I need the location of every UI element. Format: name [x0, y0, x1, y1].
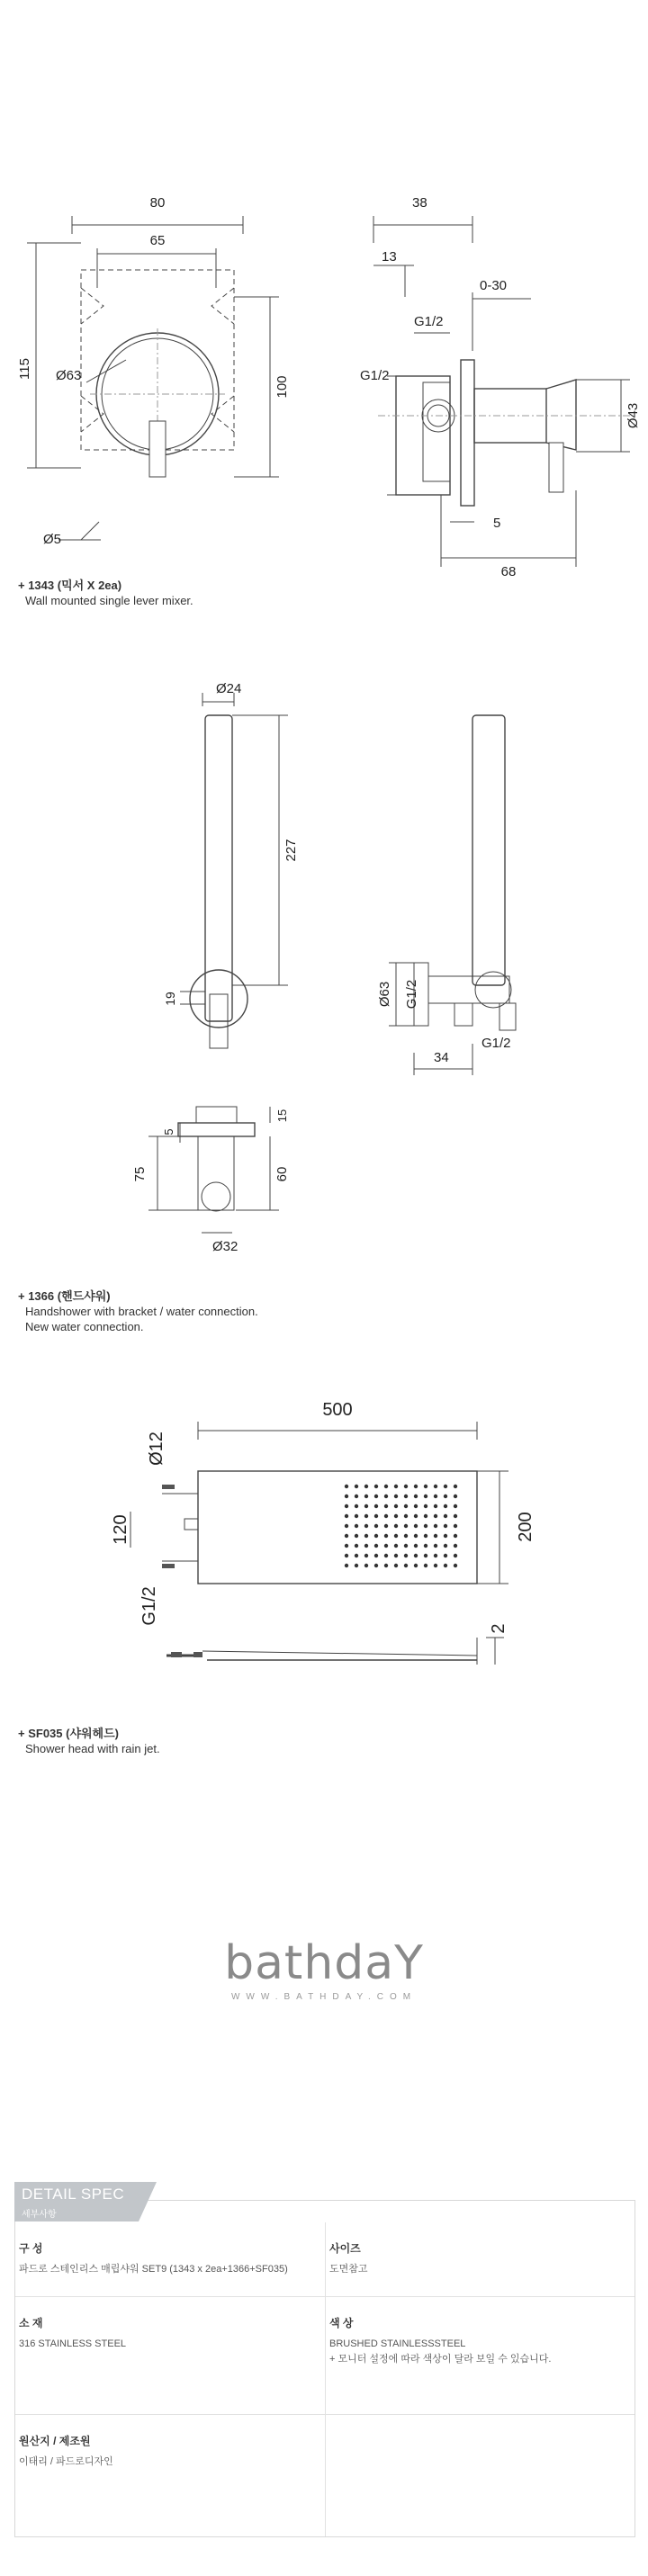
nozzle-dot	[345, 1544, 348, 1548]
nozzle-dot	[404, 1485, 408, 1488]
nozzle-dot	[355, 1494, 358, 1498]
nozzle-dot	[414, 1524, 418, 1528]
nozzle-dot	[374, 1504, 378, 1508]
spec-cell-color	[326, 2297, 635, 2414]
nozzle-dot	[434, 1494, 437, 1498]
rain-jet-nozzles	[345, 1485, 457, 1567]
nozzle-dot	[345, 1504, 348, 1508]
spec-cell-composition	[15, 2222, 325, 2296]
nozzle-dot	[355, 1544, 358, 1548]
nozzle-dot	[345, 1494, 348, 1498]
dim-0-30: 0-30	[480, 278, 508, 293]
nozzle-dot	[434, 1504, 437, 1508]
nozzle-dot	[404, 1564, 408, 1567]
dim-120: 120	[111, 1514, 130, 1545]
showerhead-description: Shower head with rain jet.	[25, 1742, 160, 1755]
dim-65: 65	[149, 233, 166, 248]
dim-g12-top: G1/2	[414, 314, 444, 329]
dim-diameter-63: Ø63	[56, 368, 82, 383]
nozzle-dot	[384, 1494, 388, 1498]
nozzle-dot	[434, 1514, 437, 1518]
nozzle-dot	[394, 1554, 398, 1557]
dim-227: 227	[284, 839, 299, 862]
nozzle-dot	[374, 1524, 378, 1528]
nozzle-dot	[414, 1544, 418, 1548]
nozzle-dot	[364, 1544, 368, 1548]
nozzle-dot	[394, 1564, 398, 1567]
spec-label: 원산지 / 제조원	[19, 2435, 91, 2447]
nozzle-dot	[434, 1524, 437, 1528]
dim-60: 60	[274, 1166, 290, 1182]
nozzle-dot	[414, 1514, 418, 1518]
spec-row-1	[15, 2222, 634, 2297]
nozzle-dot	[444, 1554, 447, 1557]
nozzle-dot	[444, 1485, 447, 1488]
dim-15: 15	[275, 1108, 289, 1123]
dim-g12: G1/2	[140, 1586, 159, 1626]
nozzle-dot	[434, 1554, 437, 1557]
nozzle-dot	[404, 1524, 408, 1528]
nozzle-dot	[355, 1554, 358, 1557]
nozzle-dot	[414, 1564, 418, 1567]
handshower-code: + 1366 (핸드샤워)	[18, 1289, 111, 1303]
nozzle-dot	[424, 1534, 428, 1538]
logo-wordmark: bathdaY	[224, 1936, 424, 1990]
nozzle-dot	[364, 1504, 368, 1508]
dim-diameter-32: Ø32	[212, 1239, 238, 1254]
nozzle-dot	[424, 1504, 428, 1508]
nozzle-dot	[374, 1485, 378, 1488]
spec-label: 구 성	[19, 2242, 43, 2255]
nozzle-dot	[444, 1494, 447, 1498]
nozzle-dot	[444, 1544, 447, 1548]
nozzle-dot	[394, 1504, 398, 1508]
dim-diameter-43: Ø43	[626, 402, 641, 429]
nozzle-dot	[454, 1514, 457, 1518]
spec-note: + 모니터 설정에 따라 색상이 달라 보일 수 있습니다.	[329, 2354, 552, 2365]
spec-label: 사이즈	[329, 2242, 361, 2255]
nozzle-dot	[364, 1534, 368, 1538]
nozzle-dot	[454, 1524, 457, 1528]
spec-title: DETAIL SPEC	[22, 2186, 125, 2203]
logo-url: WWW.BATHDAY.COM	[230, 1992, 418, 2002]
nozzle-dot	[454, 1554, 457, 1557]
nozzle-dot	[364, 1564, 368, 1567]
nozzle-dot	[384, 1504, 388, 1508]
dim-thickness-2: 2	[489, 1623, 508, 1634]
nozzle-dot	[394, 1534, 398, 1538]
nozzle-dot	[345, 1514, 348, 1518]
handshower-description-2: New water connection.	[25, 1320, 144, 1333]
nozzle-dot	[384, 1534, 388, 1538]
spec-value: BRUSHED STAINLESSSTEEL	[329, 2338, 466, 2349]
nozzle-dot	[444, 1534, 447, 1538]
nozzle-dot	[345, 1485, 348, 1488]
nozzle-dot	[384, 1524, 388, 1528]
nozzle-dot	[364, 1514, 368, 1518]
nozzle-dot	[384, 1514, 388, 1518]
nozzle-dot	[424, 1564, 428, 1567]
mixer-code: + 1343 (믹서 X 2ea)	[18, 579, 122, 592]
detail-spec-tab	[14, 2182, 139, 2221]
nozzle-dot	[364, 1485, 368, 1488]
mixer-technical-drawing	[0, 180, 648, 738]
nozzle-dot	[374, 1554, 378, 1557]
nozzle-dot	[355, 1514, 358, 1518]
nozzle-dot	[384, 1485, 388, 1488]
nozzle-dot	[364, 1524, 368, 1528]
nozzle-dot	[434, 1485, 437, 1488]
dim-diameter-24: Ø24	[216, 681, 242, 696]
dim-100: 100	[274, 375, 290, 399]
dim-diameter-12: Ø12	[147, 1432, 166, 1466]
nozzle-dot	[414, 1554, 418, 1557]
nozzle-dot	[374, 1534, 378, 1538]
nozzle-dot	[374, 1514, 378, 1518]
nozzle-dot	[384, 1554, 388, 1557]
spec-label: 색 상	[329, 2317, 354, 2329]
nozzle-dot	[434, 1564, 437, 1567]
nozzle-dot	[424, 1494, 428, 1498]
nozzle-dot	[444, 1514, 447, 1518]
dim-200: 200	[516, 1512, 536, 1542]
dim-38: 38	[412, 195, 428, 211]
nozzle-dot	[374, 1544, 378, 1548]
spec-row-3	[15, 2415, 634, 2536]
nozzle-dot	[434, 1544, 437, 1548]
nozzle-dot	[444, 1504, 447, 1508]
handshower-technical-drawing	[0, 666, 648, 1278]
nozzle-dot	[355, 1564, 358, 1567]
nozzle-dot	[424, 1524, 428, 1528]
handshower-description-1: Handshower with bracket / water connection.	[25, 1305, 258, 1318]
nozzle-dot	[384, 1564, 388, 1567]
nozzle-dot	[424, 1554, 428, 1557]
dim-68: 68	[500, 564, 517, 579]
dim-19: 19	[163, 992, 177, 1006]
nozzle-dot	[404, 1504, 408, 1508]
nozzle-dot	[434, 1534, 437, 1538]
nozzle-dot	[345, 1554, 348, 1557]
nozzle-dot	[384, 1544, 388, 1548]
nozzle-dot	[414, 1534, 418, 1538]
nozzle-dot	[345, 1534, 348, 1538]
nozzle-dot	[355, 1524, 358, 1528]
spec-label: 소 재	[19, 2317, 43, 2329]
nozzle-dot	[414, 1494, 418, 1498]
nozzle-dot	[404, 1534, 408, 1538]
spec-value: 이태리 / 파드로디자인	[19, 2456, 113, 2467]
dim-diameter-5: Ø5	[43, 532, 62, 547]
nozzle-dot	[404, 1514, 408, 1518]
nozzle-dot	[394, 1524, 398, 1528]
dim-500: 500	[322, 1400, 353, 1420]
spec-cell-size	[326, 2222, 635, 2296]
dim-diameter-63: Ø63	[377, 981, 392, 1008]
nozzle-dot	[364, 1554, 368, 1557]
nozzle-dot	[355, 1504, 358, 1508]
spec-value: 파드로 스테인리스 매립샤워 SET9 (1343 x 2ea+1366+SF035)	[19, 2264, 288, 2275]
spec-subtitle: 세부사항	[22, 2210, 57, 2220]
handshower-caption	[18, 1288, 258, 1334]
nozzle-dot	[454, 1534, 457, 1538]
dim-115: 115	[17, 358, 32, 380]
nozzle-dot	[394, 1514, 398, 1518]
nozzle-dot	[444, 1524, 447, 1528]
dim-g12-right: G1/2	[482, 1036, 511, 1051]
nozzle-dot	[364, 1494, 368, 1498]
dim-75: 75	[132, 1166, 148, 1182]
dim-g12-side: G1/2	[360, 368, 390, 383]
nozzle-dot	[454, 1544, 457, 1548]
nozzle-dot	[355, 1485, 358, 1488]
spec-value: 도면참고	[329, 2264, 368, 2275]
nozzle-dot	[394, 1485, 398, 1488]
nozzle-dot	[424, 1514, 428, 1518]
nozzle-dot	[394, 1544, 398, 1548]
spec-value: 316 STAINLESS STEEL	[19, 2338, 127, 2349]
nozzle-dot	[404, 1494, 408, 1498]
nozzle-dot	[374, 1564, 378, 1567]
nozzle-dot	[424, 1485, 428, 1488]
dim-5: 5	[162, 1128, 176, 1135]
nozzle-dot	[454, 1485, 457, 1488]
spec-cell-origin	[15, 2415, 325, 2536]
nozzle-dot	[454, 1494, 457, 1498]
dim-13: 13	[382, 249, 397, 265]
nozzle-dot	[454, 1564, 457, 1567]
nozzle-dot	[454, 1504, 457, 1508]
dim-80: 80	[149, 195, 166, 211]
dim-g12-left: G1/2	[404, 979, 419, 1010]
nozzle-dot	[414, 1485, 418, 1488]
nozzle-dot	[414, 1504, 418, 1508]
showerhead-caption	[18, 1726, 160, 1756]
nozzle-dot	[374, 1494, 378, 1498]
nozzle-dot	[345, 1524, 348, 1528]
nozzle-dot	[404, 1544, 408, 1548]
dim-5: 5	[493, 516, 501, 531]
nozzle-dot	[444, 1564, 447, 1567]
nozzle-dot	[345, 1564, 348, 1567]
nozzle-dot	[355, 1534, 358, 1538]
spec-table	[14, 2200, 635, 2537]
spec-row-2	[15, 2297, 634, 2415]
nozzle-dot	[424, 1544, 428, 1548]
mixer-caption	[18, 578, 194, 608]
showerhead-technical-drawing	[0, 1386, 648, 1692]
nozzle-dot	[394, 1494, 398, 1498]
mixer-description: Wall mounted single lever mixer.	[25, 594, 194, 607]
brand-logo	[0, 1936, 648, 2002]
showerhead-code: + SF035 (샤워헤드)	[18, 1727, 120, 1740]
spec-cell-material	[15, 2297, 325, 2414]
nozzle-dot	[404, 1554, 408, 1557]
dim-34: 34	[434, 1050, 449, 1065]
